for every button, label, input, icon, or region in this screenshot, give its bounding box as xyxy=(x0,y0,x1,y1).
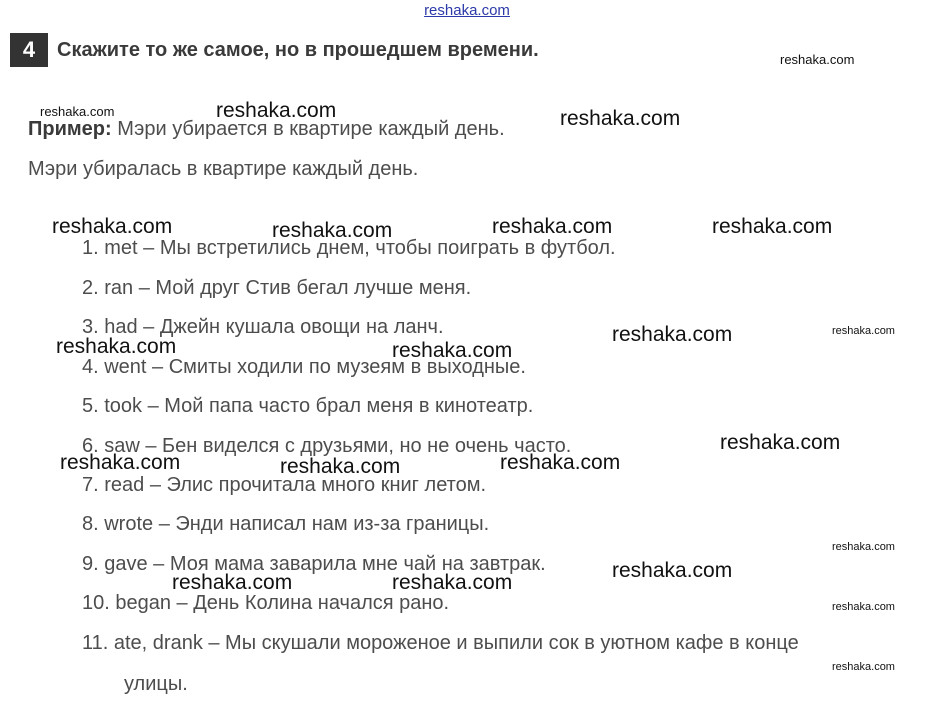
task-header xyxy=(10,33,539,67)
example-label: Пример: xyxy=(28,118,112,140)
example-answer: Мэри убиралась в квартире каждый день. xyxy=(28,158,419,180)
top-watermark-link[interactable]: reshaka.com xyxy=(424,2,510,19)
task-title: Скажите то же самое, но в прошедшем времени. xyxy=(57,38,539,61)
answer-item: 1. met – Мы встретились днем, чтобы поиграть в футбол. xyxy=(82,237,616,259)
example-text: Мэри убирается в квартире каждый день. xyxy=(117,118,505,140)
answer-item: 11. ate, drank – Мы скушали мороженое и выпили сок в уютном кафе в конце xyxy=(82,632,799,654)
watermark: reshaka.com xyxy=(712,215,833,238)
watermark: reshaka.com xyxy=(832,661,895,673)
watermark: reshaka.com xyxy=(52,215,173,238)
watermark: reshaka.com xyxy=(280,455,401,478)
watermark: reshaka.com xyxy=(780,52,855,67)
watermark: reshaka.com xyxy=(612,323,733,346)
answer-item-continuation: улицы. xyxy=(124,673,188,695)
answer-item: 9. gave – Моя мама заварила мне чай на завтрак. xyxy=(82,553,546,575)
watermark: reshaka.com xyxy=(832,325,895,337)
answer-item: 10. began – День Колина начался рано. xyxy=(82,592,450,614)
answer-item: 2. ran – Мой друг Стив бегал лучше меня. xyxy=(82,277,472,299)
watermark: reshaka.com xyxy=(392,571,513,594)
watermark: reshaka.com xyxy=(500,451,621,474)
answer-item: 8. wrote – Энди написал нам из-за границы. xyxy=(82,513,490,535)
watermark: reshaka.com xyxy=(832,601,895,613)
watermark: reshaka.com xyxy=(60,451,181,474)
watermark: reshaka.com xyxy=(56,335,177,358)
watermark: reshaka.com xyxy=(720,431,841,454)
watermark: reshaka.com xyxy=(492,215,613,238)
answer-item: 7. read – Элис прочитала много книг летом. xyxy=(82,474,487,496)
task-number-badge: 4 xyxy=(10,33,48,67)
watermark: reshaka.com xyxy=(40,104,115,119)
answer-item: 6. saw – Бен виделся с друзьями, но не очень часто. xyxy=(82,435,572,457)
watermark: reshaka.com xyxy=(612,559,733,582)
answer-item: 4. went – Смиты ходили по музеям в выходные. xyxy=(82,356,526,378)
watermark: reshaka.com xyxy=(832,541,895,553)
watermark: reshaka.com xyxy=(560,107,681,130)
watermark: reshaka.com xyxy=(216,99,337,122)
watermark: reshaka.com xyxy=(172,571,293,594)
watermark: reshaka.com xyxy=(392,339,513,362)
answer-item: 3. had – Джейн кушала овощи на ланч. xyxy=(82,316,444,338)
watermark: reshaka.com xyxy=(272,219,393,242)
answer-item: 5. took – Мой папа часто брал меня в кинотеатр. xyxy=(82,395,534,417)
